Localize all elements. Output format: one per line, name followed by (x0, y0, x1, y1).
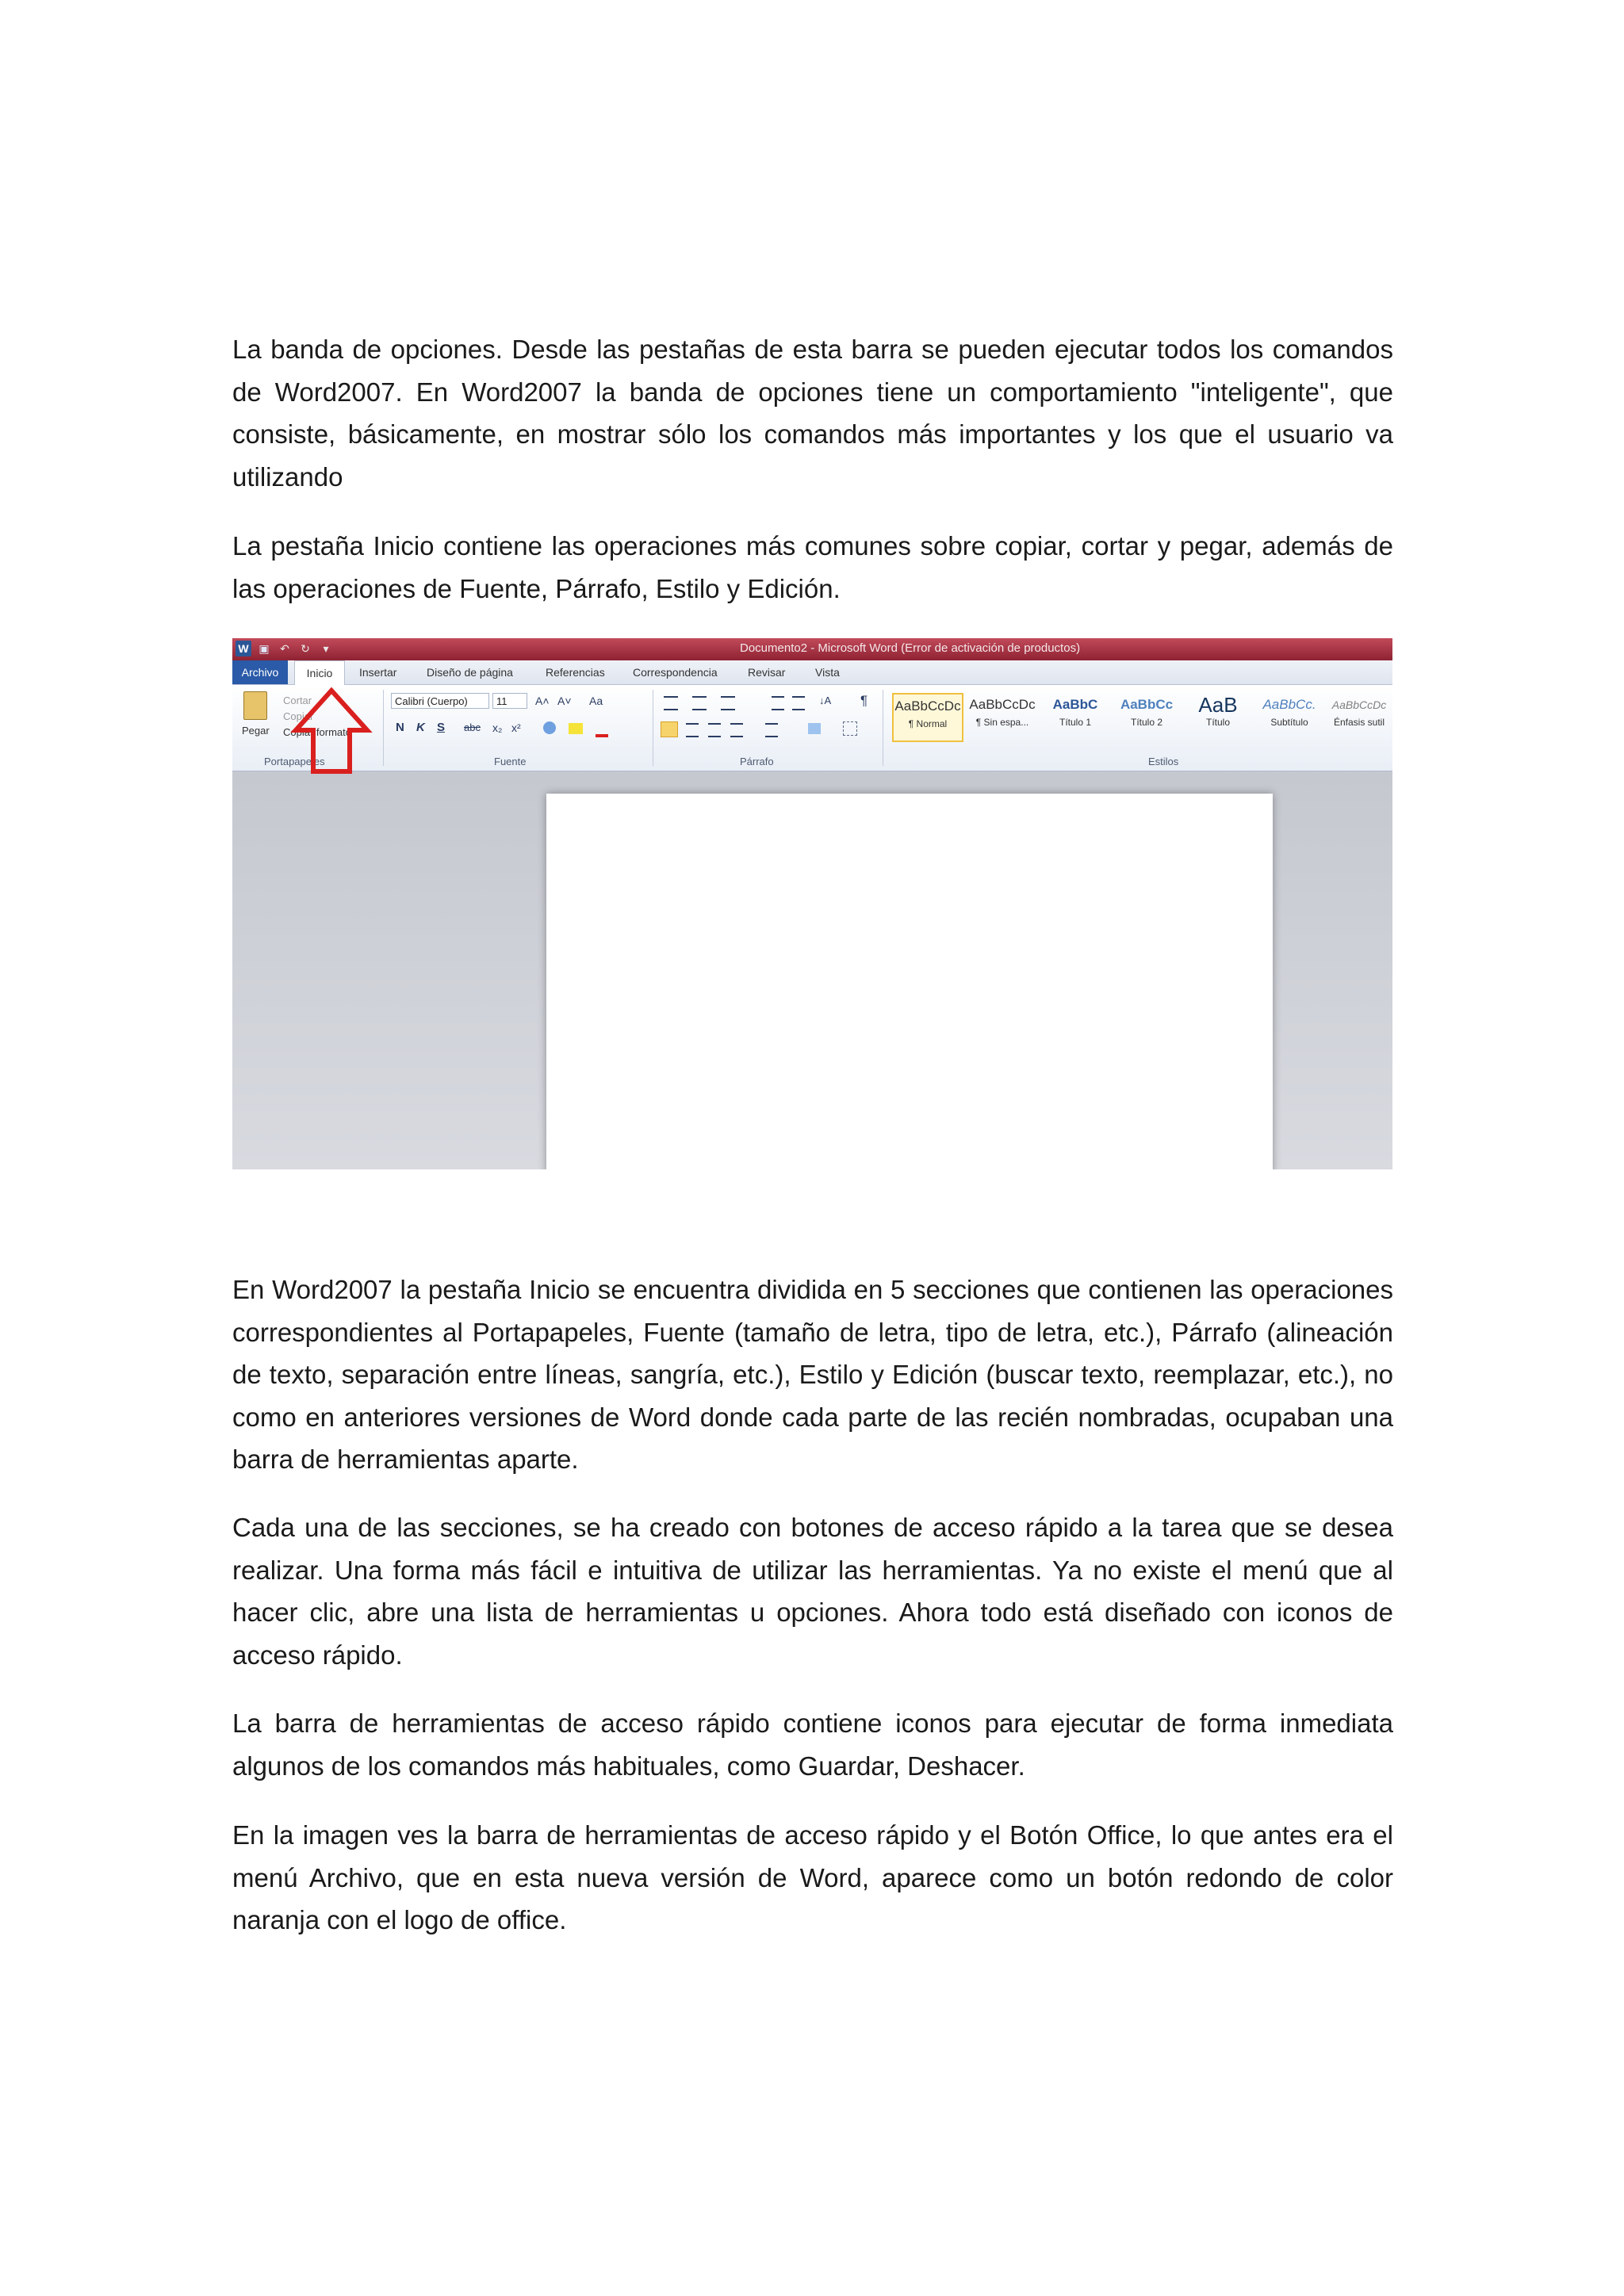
style-subtitulo[interactable] (1254, 693, 1325, 742)
styles-group-label: Estilos (1148, 756, 1179, 767)
ribbon-tabs (232, 660, 1392, 685)
style-sample: AaBbC (1052, 697, 1098, 712)
redo-icon[interactable]: ↻ (301, 642, 310, 655)
paste-button[interactable] (239, 690, 274, 745)
paragraph-quick-access-bar: La barra de herramientas de acceso rápido contiene iconos para ejecutar de forma inmediata algunos de los comandos más habituales, como Guardar, Deshacer. (232, 1709, 1393, 1781)
paragraph-inicio-tab: La pestaña Inicio contiene las operaciones más comunes sobre copiar, cortar y pegar, además de las operaciones de Fuente, Párrafo, Estilo y Edición. (232, 531, 1393, 603)
bullets-icon[interactable] (664, 696, 678, 710)
justify-icon[interactable] (730, 723, 743, 737)
font-color-icon[interactable] (596, 723, 608, 737)
tab-vista[interactable]: Vista (815, 666, 840, 679)
shrink-font-icon[interactable]: A˅ (557, 695, 572, 707)
italic-icon[interactable]: K (416, 721, 425, 734)
borders-icon[interactable] (843, 721, 857, 736)
cut-button[interactable]: Cortar (283, 695, 312, 706)
align-left-icon[interactable] (661, 721, 678, 737)
align-right-icon[interactable] (708, 723, 721, 737)
tab-referencias[interactable]: Referencias (546, 666, 605, 679)
undo-icon[interactable]: ↶ (280, 642, 289, 655)
paragraph-inicio-sections: En Word2007 la pestaña Inicio se encuentra dividida en 5 secciones que contienen las operaciones correspondientes al Portapapeles, Fuente (tamaño de letra, tipo de letra, etc.), Párrafo (alineación de texto, separación entre líneas, sangría, etc.), Estilo y Edición (buscar texto, reemplazar, etc.), no como en anteriores versiones de Word donde cada parte de las recién nombradas, ocupaban una barra de herramientas aparte. (232, 1275, 1393, 1474)
shading-icon[interactable] (808, 723, 821, 734)
clipboard-group-label: Portapapeles (264, 756, 325, 767)
decrease-indent-icon[interactable] (772, 696, 784, 710)
font-size-select[interactable]: 11 (492, 693, 527, 709)
red-arrow-icon (288, 687, 375, 775)
copy-button[interactable]: Copiar (283, 710, 314, 722)
word-ribbon-screenshot (232, 638, 1392, 1169)
font-group-label: Fuente (494, 756, 527, 767)
style-normal[interactable] (892, 693, 963, 742)
save-icon[interactable]: ▣ (259, 642, 270, 655)
increase-indent-icon[interactable] (792, 696, 805, 710)
style-titulo-1[interactable] (1040, 693, 1111, 742)
paragraph-office-button: En la imagen ves la barra de herramientas de acceso rápido y el Botón Office, lo que antes era el menú Archivo, que en esta nueva versión de Word, aparece como un botón redondo de color naranja con el logo de office. (232, 1820, 1393, 1934)
grow-font-icon[interactable]: A˄ (535, 695, 550, 707)
bold-icon[interactable]: N (396, 721, 404, 734)
multilevel-list-icon[interactable] (721, 696, 735, 710)
paragraph-ribbon-intro: La banda de opciones. Desde las pestañas de esta barra se pueden ejecutar todos los comandos de Word2007. En Word2007 la banda de opciones tiene un comportamiento "inteligente", que consiste, básicamente, en mostrar sólo los comandos más importantes y los que el usuario va utilizando (232, 335, 1393, 492)
style-name: ¶ Normal (908, 718, 948, 729)
tab-correspondencia[interactable]: Correspondencia (633, 666, 718, 679)
document-area (232, 771, 1392, 1169)
underline-icon[interactable]: S (437, 721, 446, 734)
style-sample: AaB (1198, 693, 1238, 717)
tab-insertar[interactable]: Insertar (359, 666, 397, 679)
text-effects-icon[interactable] (543, 721, 556, 734)
style-sample: AaBbCc (1120, 697, 1174, 712)
tab-archivo[interactable]: Archivo (232, 660, 288, 684)
style-titulo-2[interactable] (1111, 693, 1182, 742)
style-sample: AaBbCcDc (894, 698, 961, 714)
tab-inicio[interactable]: Inicio (294, 660, 345, 686)
tab-diseno-de-pagina[interactable]: Diseño de página (427, 666, 513, 679)
highlight-color-icon[interactable] (569, 723, 583, 734)
numbering-icon[interactable] (692, 696, 707, 710)
clipboard-icon (243, 691, 267, 720)
style-name: Título 2 (1130, 717, 1163, 728)
align-center-icon[interactable] (686, 723, 699, 737)
paragraph-group-label: Párrafo (740, 756, 774, 767)
strikethrough-icon[interactable]: abc (464, 721, 481, 733)
window-title: Documento2 - Microsoft Word (Error de activación de productos) (740, 641, 1081, 655)
style-name: Título (1205, 717, 1230, 728)
tab-revisar[interactable]: Revisar (748, 666, 786, 679)
ribbon-inicio (232, 685, 1392, 771)
style-name: Subtítulo (1270, 717, 1308, 728)
style-titulo[interactable] (1182, 693, 1254, 742)
title-bar (232, 638, 1392, 660)
word-logo-icon[interactable]: W (236, 641, 251, 656)
pilcrow-icon[interactable]: ¶ (860, 693, 868, 708)
style-enfasis-sutil[interactable] (1323, 693, 1392, 742)
superscript-icon[interactable]: x² (511, 721, 521, 734)
customize-qat-icon[interactable]: ▾ (323, 642, 329, 655)
subscript-icon[interactable]: x₂ (492, 721, 503, 734)
style-sample: AaBbCcDc (1331, 698, 1387, 711)
sort-icon[interactable]: ↓A (819, 695, 832, 706)
font-name-select[interactable]: Calibri (Cuerpo) (391, 693, 489, 709)
style-sin-espaciado[interactable] (967, 693, 1038, 742)
style-name: ¶ Sin espa... (975, 717, 1029, 728)
style-name: Título 1 (1059, 717, 1092, 728)
line-spacing-icon[interactable] (765, 723, 778, 737)
change-case-icon[interactable]: Aa (589, 695, 603, 707)
style-sample: AaBbCc. (1262, 697, 1316, 712)
style-sample: AaBbCcDc (969, 697, 1036, 712)
document-page[interactable] (546, 794, 1273, 1169)
style-name: Énfasis sutil (1333, 717, 1385, 728)
paste-label: Pegar (242, 725, 270, 737)
format-painter-button[interactable]: Copiar formato (283, 726, 351, 738)
separator (383, 690, 384, 766)
paragraph-quick-buttons: Cada una de las secciones, se ha creado con botones de acceso rápido a la tarea que se desea realizar. Una forma más fácil e intuitiva de utilizar las herramientas. Ya no existe el menú que al hacer clic, abre una lista de herramientas u opciones. Ahora todo está diseñado con iconos de acceso rápido. (232, 1513, 1393, 1670)
